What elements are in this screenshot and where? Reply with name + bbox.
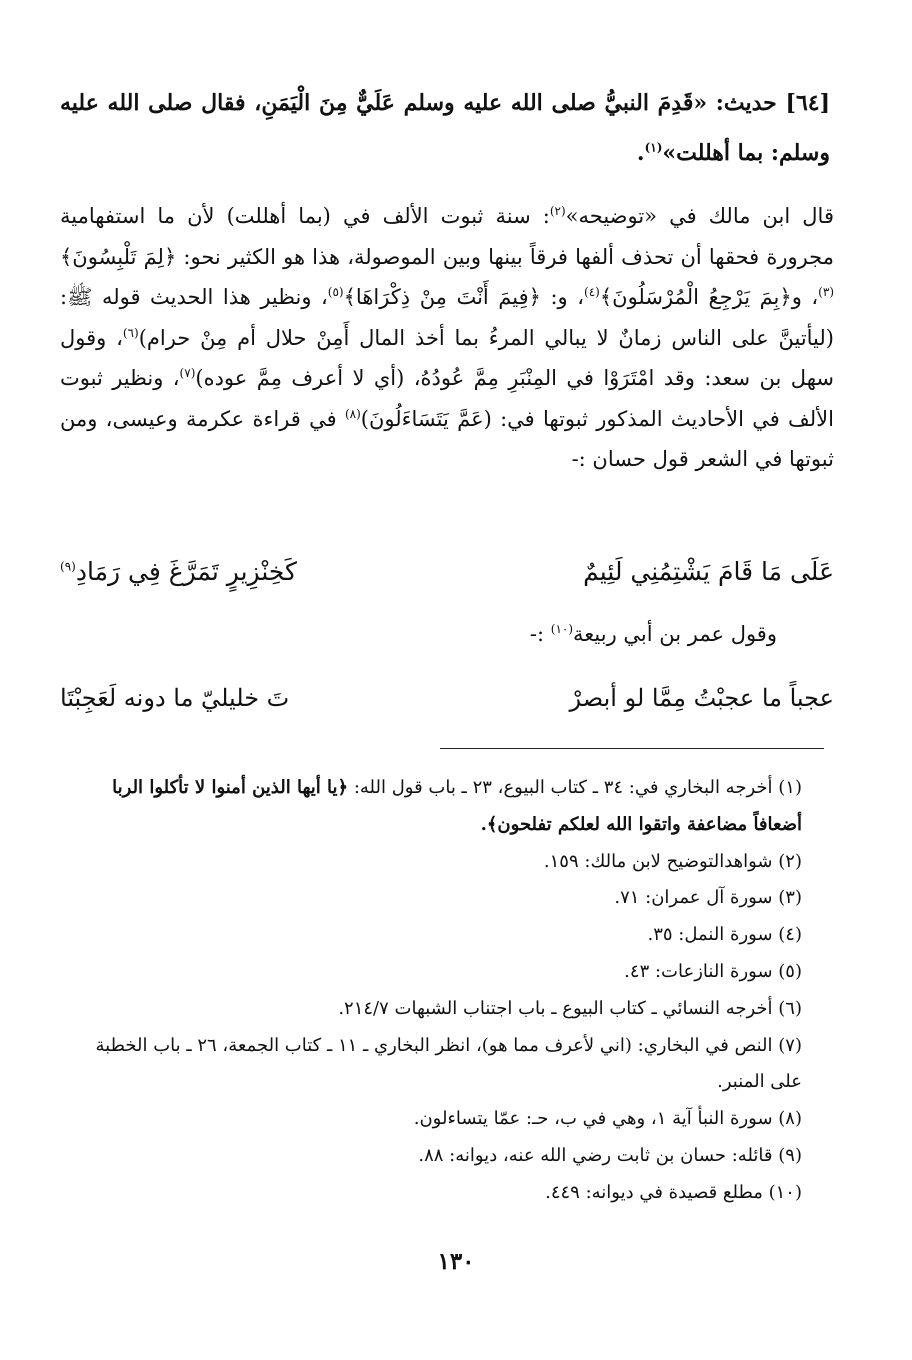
footnote-ref: (١) — [644, 140, 663, 155]
hadith-number: [٦٤] — [785, 90, 830, 116]
footnote-text: شواهدالتوضيح لابن مالك: ١٥٩. — [543, 850, 773, 872]
footnote-number: (٦) — [778, 997, 802, 1019]
verse-first-hemistich: عجباً ما عجبْتُ مِمَّا لو أبصرْ — [569, 684, 834, 712]
footnote — [60, 844, 802, 881]
footnote-ref: (٥) — [327, 285, 344, 299]
footnote — [60, 991, 802, 1028]
footnote-text: سورة آل عمران: ٧١. — [614, 887, 773, 909]
footnote-ref: (٣) — [818, 285, 834, 299]
footnote-number: (٢) — [778, 850, 802, 872]
verse-first-hemistich: عَلَى مَا قَامَ يَشْتِمُنِي لَئِيمٌ — [583, 557, 834, 586]
footnote-ref: (٦) — [122, 325, 139, 340]
footnote-number: (٥) — [778, 960, 802, 982]
verse-second-hemistich: تَ خليليّ ما دونه لَعَجِبْتَا — [60, 684, 290, 712]
footnote-text: مطلع قصيدة في ديوانه: ٤٤٩. — [545, 1181, 763, 1203]
poet-intro-text: وقول عمر بن أبي ربيعة — [573, 622, 777, 646]
hadith-text-line1: حديث: «قَدِمَ النبيُّ صلى الله عليه وسلم عَلَيٌّ مِنَ الْيَمَنِ، فقال صلى الله عليه — [60, 90, 777, 116]
footnote — [60, 1138, 802, 1175]
hadith-text-line2: وسلم: بما أهللت» — [662, 140, 830, 166]
footnote-text: سورة النمل: ٣٥. — [647, 924, 773, 946]
body-segment: : سنة ثبوت الألف في (بما أهللت) لأن ما استفهامية مجرورة فحقها أن تحذف ألفها فرقاً بينها وبين الموصولة، هذا هو الكثير نحو: ﴿لِمَ تَلْبِسُونَ﴾ — [60, 204, 834, 269]
footnote-quran-quote: ﴿يا أيها الذين أمنوا لا تأكلوا الربا أضعافاً مضاعفة واتقوا الله لعلكم تفلحون﴾. — [112, 777, 802, 835]
page-number: ١٣٠ — [437, 1248, 475, 1275]
footnote-text: سورة النازعات: ٤٣. — [624, 960, 773, 982]
body-segment: ، و: ﴿فِيمَ أَنْتَ مِنْ ذِكْرَاهَا﴾ — [343, 285, 585, 309]
body-segment: ، ونظير ثبوت الألف في الأحاديث المذكور ثبوتها في: (عَمَّ يَتَسَاءَلُونَ) — [60, 366, 834, 431]
footnote-number: (١٠) — [768, 1181, 802, 1203]
body-segment: ، و﴿بِمَ يَرْجِعُ الْمُرْسَلُونَ﴾ — [599, 285, 819, 309]
footnote-number: (٤) — [778, 924, 802, 946]
poet-intro-tail: :- — [529, 622, 551, 646]
footnote — [60, 954, 802, 991]
footnote-number: (١) — [778, 777, 802, 798]
hadith-heading: [٦٤] حديث: «قَدِمَ النبيُّ صلى الله عليه وسلم عَلَيٌّ مِنَ الْيَمَنِ، فقال صلى الله عليه وسلم: بما أهللت»$^{(١)}$. — [60, 90, 830, 166]
footnote — [60, 1175, 802, 1212]
footnote-text: أخرجه البخاري في: ٣٤ ـ كتاب البيوع، ٢٣ ـ باب قول الله: — [348, 777, 773, 798]
body-segment: قال ابن مالك في «توضيحه» — [565, 204, 834, 228]
footnote-number: (٨) — [778, 1108, 802, 1130]
footnote — [60, 880, 802, 917]
poet-intro — [530, 614, 777, 654]
footnote-text: النص في البخاري: (اني لأعرف مما هو)، انظر البخاري ـ ١١ ـ كتاب الجمعة، ٢٦ ـ باب الخطبة على المنبر. — [95, 1034, 802, 1093]
footnotes — [60, 770, 802, 1212]
footnote-ref: (٩) — [60, 559, 76, 574]
footnote-number: (٣) — [778, 887, 802, 909]
footnote-divider — [440, 748, 824, 749]
body-segment: ، وقول سهل بن سعد: وقد امْتَرَوْا في المِنْبَرِ مِمَّ عُودُهُ، (أي لا أعرف مِمَّ عوده) — [60, 325, 834, 390]
verse-text: كَخِنْزِيرٍ تَمَرَّغَ فِي رَمَادِ — [75, 557, 297, 586]
body-segment: ، ونظير هذا الحديث قوله ﷺ: (ليأتينَّ على الناس زمانٌ لا يبالي المرءُ بما أخذ المال أَمِنْ حلال أم مِنْ حرام) — [60, 285, 834, 350]
footnote — [60, 917, 802, 954]
verse-second-hemistich — [60, 544, 297, 600]
body-segment: في قراءة عكرمة وعيسى، ومن ثبوتها في الشعر قول حسان :- — [60, 406, 834, 471]
footnote-number: (٧) — [778, 1034, 802, 1056]
footnote-number: (٩) — [778, 1144, 802, 1166]
poetry-verse — [60, 670, 834, 726]
footnote-text: أخرجه النسائي ـ كتاب البيوع ـ باب اجتناب الشبهات ٢١٤/٧. — [338, 997, 773, 1019]
footnote — [60, 770, 802, 844]
footnote-ref: (٤) — [584, 285, 600, 299]
footnote-text: سورة النبأ آية ١، وهي في ب، حـ: عمّا يتساءلون. — [413, 1108, 773, 1130]
footnote-ref: (١٠) — [550, 622, 574, 636]
footnote-ref: (٧) — [179, 366, 196, 380]
poetry-verse — [60, 544, 834, 600]
footnote — [60, 1101, 802, 1138]
footnote-text: قائله: حسان بن ثابت رضي الله عنه، ديوانه: ٨٨. — [418, 1144, 773, 1166]
commentary-paragraph — [60, 196, 834, 480]
footnote — [60, 1028, 802, 1102]
footnote-ref: (٢) — [549, 204, 566, 218]
footnote-ref: (٨) — [344, 406, 361, 421]
